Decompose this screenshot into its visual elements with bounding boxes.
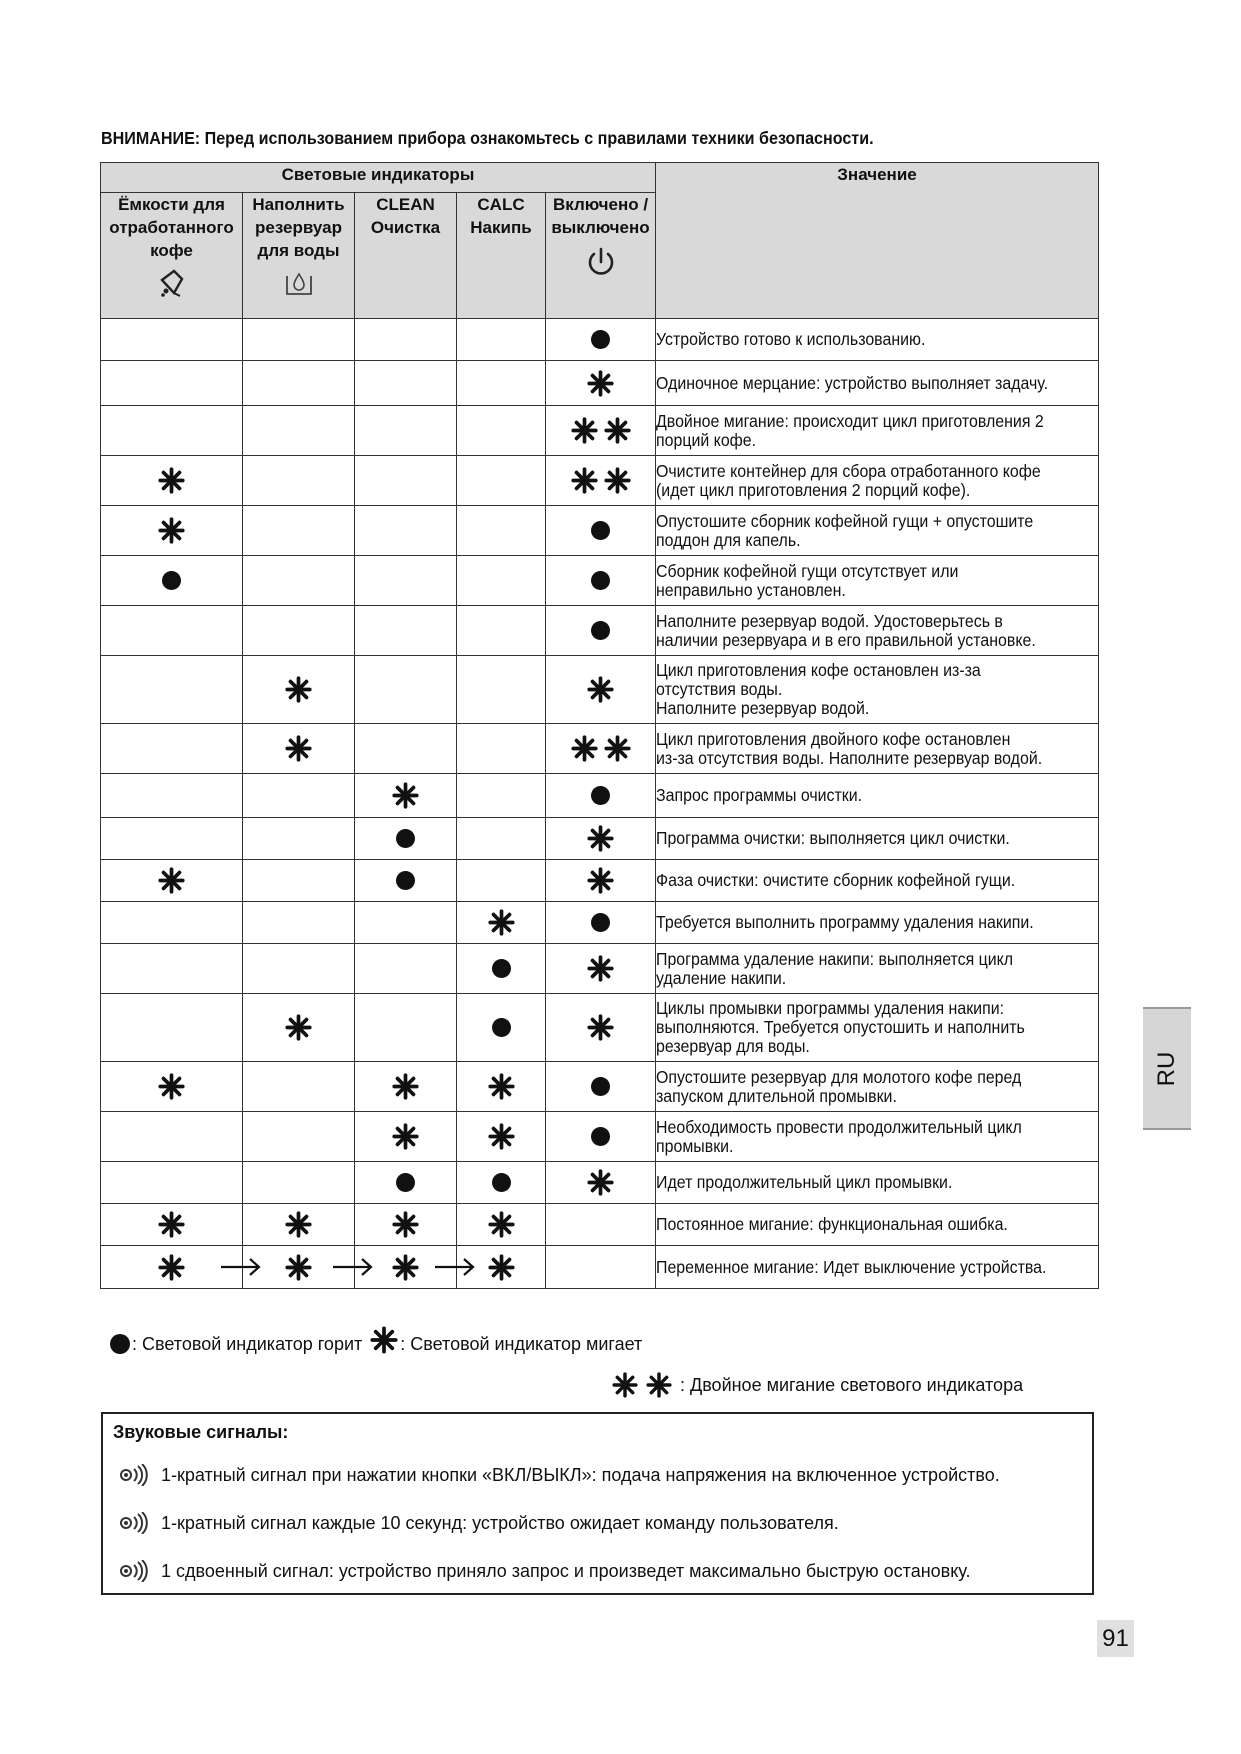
led-blink-icon: [488, 909, 515, 936]
indicator-cell: [243, 406, 355, 456]
indicator-cell: [243, 994, 355, 1062]
indicator-meaning: Переменное мигание: Идет выключение устройства.: [656, 1246, 1099, 1289]
indicator-cell: [101, 1246, 243, 1289]
indicator-row: [101, 1162, 1099, 1204]
indicator-cell: [243, 656, 355, 724]
indicator-cell: [457, 724, 546, 774]
indicator-cell: [243, 361, 355, 406]
led-blink-icon: [587, 867, 614, 894]
indicator-cell: [243, 944, 355, 994]
indicator-row: [101, 456, 1099, 506]
indicator-cell: [546, 902, 656, 944]
indicator-cell: [355, 406, 457, 456]
led-blink-icon: [587, 825, 614, 852]
indicator-cell: [457, 1112, 546, 1162]
led-blink-icon: [488, 1123, 515, 1150]
speaker-icon: [119, 1512, 149, 1534]
legend-line: [110, 1330, 642, 1358]
led-blink-icon: [488, 1254, 515, 1281]
led-double-blink-icon: [612, 1372, 672, 1398]
indicator-cell: [457, 656, 546, 724]
led-on-icon: [591, 913, 610, 932]
led-blink-icon: [158, 1073, 185, 1100]
indicator-cell: [457, 606, 546, 656]
indicator-meaning: Наполните резервуар водой. Удостоверьтесь в наличии резервуара и в его правильной установке.: [656, 606, 1099, 656]
indicator-group-header: Световые индикаторы: [101, 163, 656, 193]
led-blink-icon: [571, 467, 598, 494]
indicator-cell: [101, 774, 243, 818]
indicator-row: [101, 1112, 1099, 1162]
indicator-row: [101, 1062, 1099, 1112]
sound-signals-box: [101, 1412, 1094, 1595]
indicator-cell: [355, 774, 457, 818]
indicator-cell: [101, 556, 243, 606]
led-on-icon: [591, 786, 610, 805]
indicator-cell: [101, 406, 243, 456]
led-blink-icon: [158, 1254, 185, 1281]
indicator-cell: [243, 606, 355, 656]
indicator-cell: [243, 456, 355, 506]
indicator-meaning: Необходимость провести продолжительный цикл промывки.: [656, 1112, 1099, 1162]
indicator-cell: [457, 456, 546, 506]
indicator-cell: [546, 994, 656, 1062]
led-on-icon: [162, 571, 181, 590]
indicator-cell: [355, 361, 457, 406]
led-blink-icon: [285, 1014, 312, 1041]
indicator-cell: [243, 774, 355, 818]
led-blink-icon: [392, 1211, 419, 1238]
led-on-icon: [396, 829, 415, 848]
indicator-cell: [101, 656, 243, 724]
indicator-cell: [546, 606, 656, 656]
indicator-cell: [457, 774, 546, 818]
indicator-row: [101, 860, 1099, 902]
indicator-cell: [355, 818, 457, 860]
meaning-header: Значение: [656, 163, 1099, 319]
indicator-cell: [355, 994, 457, 1062]
led-on-icon: [396, 1173, 415, 1192]
indicator-table: [100, 162, 1099, 1289]
indicator-cell: [457, 902, 546, 944]
sound-signal-item: 1 сдвоенный сигнал: устройство приняло запрос и произведет максимально быструю остановку.: [119, 1560, 971, 1582]
led-on-icon: [591, 521, 610, 540]
led-blink-icon: [158, 467, 185, 494]
led-blink-icon: [370, 1326, 398, 1354]
indicator-cell: [101, 902, 243, 944]
indicator-cell: [101, 506, 243, 556]
indicator-cell: [457, 1162, 546, 1204]
indicator-cell: [101, 319, 243, 361]
indicator-row: [101, 556, 1099, 606]
legend-blink-symbol: [370, 1330, 398, 1358]
led-blink-icon: [285, 735, 312, 762]
led-blink-icon: [488, 1073, 515, 1100]
legend-blink-text: : Световой индикатор мигает: [400, 1333, 643, 1354]
indicator-row: [101, 1246, 1099, 1289]
indicator-meaning: Программа удаление накипи: выполняется цикл удаление накипи.: [656, 944, 1099, 994]
indicator-cell: [355, 656, 457, 724]
language-tab-label: RU: [1153, 1051, 1180, 1086]
indicator-meaning: Запрос программы очистки.: [656, 774, 1099, 818]
indicator-cell: [546, 1162, 656, 1204]
indicator-cell: [243, 818, 355, 860]
led-on-icon: [591, 1127, 610, 1146]
indicator-cell: [546, 724, 656, 774]
indicator-row: [101, 944, 1099, 994]
led-blink-icon: [587, 370, 614, 397]
indicator-cell: [101, 994, 243, 1062]
indicator-row: [101, 902, 1099, 944]
indicator-cell: [243, 902, 355, 944]
coffee-grounds-icon: [157, 268, 187, 298]
led-blink-icon: [285, 1211, 312, 1238]
indicator-cell: [101, 1062, 243, 1112]
led-on-icon: [110, 1334, 130, 1354]
indicator-cell: [546, 456, 656, 506]
indicator-meaning: Постоянное мигание: функциональная ошибка.: [656, 1204, 1099, 1246]
led-on-icon: [492, 1018, 511, 1037]
indicator-cell: [457, 818, 546, 860]
indicator-cell: [355, 944, 457, 994]
indicator-meaning: Устройство готово к использованию.: [656, 319, 1099, 361]
indicator-cell: [355, 319, 457, 361]
indicator-cell: [355, 1112, 457, 1162]
indicator-cell: [546, 556, 656, 606]
indicator-cell: [457, 994, 546, 1062]
indicator-row: [101, 818, 1099, 860]
column-header-calc: CALC Накипь: [457, 193, 546, 319]
indicator-cell: [243, 1112, 355, 1162]
led-on-icon: [396, 871, 415, 890]
indicator-cell: [457, 860, 546, 902]
legend-double-line: [612, 1372, 1023, 1398]
led-blink-icon: [392, 782, 419, 809]
led-on-icon: [492, 1173, 511, 1192]
legend-on-text: : Световой индикатор горит: [132, 1333, 363, 1354]
led-blink-icon: [488, 1211, 515, 1238]
indicator-row: [101, 774, 1099, 818]
led-blink-icon: [158, 517, 185, 544]
indicator-meaning: Цикл приготовления кофе остановлен из-за отсутствия воды. Наполните резервуар водой.: [656, 656, 1099, 724]
indicator-cell: [355, 456, 457, 506]
indicator-meaning: Сборник кофейной гущи отсутствует или неправильно установлен.: [656, 556, 1099, 606]
sound-signal-item: 1-кратный сигнал при нажатии кнопки «ВКЛ/ВЫКЛ»: подача напряжения на включенное устройство.: [119, 1464, 1000, 1486]
indicator-cell: [457, 361, 546, 406]
column-header-clean: CLEAN Очистка: [355, 193, 457, 319]
indicator-row: [101, 1204, 1099, 1246]
indicator-cell: [355, 860, 457, 902]
indicator-cell: [243, 556, 355, 606]
indicator-cell: [243, 860, 355, 902]
arrow-right-icon: [219, 1256, 263, 1278]
indicator-cell: [546, 818, 656, 860]
indicator-cell: [546, 860, 656, 902]
led-blink-icon: [587, 676, 614, 703]
indicator-cell: [101, 456, 243, 506]
indicator-meaning: Опустошите резервуар для молотого кофе перед запуском длительной промывки.: [656, 1062, 1099, 1112]
indicator-meaning: Фаза очистки: очистите сборник кофейной гущи.: [656, 860, 1099, 902]
indicator-cell: [101, 860, 243, 902]
indicator-cell: [243, 1162, 355, 1204]
indicator-cell: [243, 724, 355, 774]
indicator-cell: [546, 944, 656, 994]
led-blink-icon: [571, 417, 598, 444]
language-tab: [1143, 1007, 1191, 1130]
arrow-right-icon: [331, 1256, 375, 1278]
indicator-meaning: Опустошите сборник кофейной гущи + опустошите поддон для капель.: [656, 506, 1099, 556]
indicator-cell: [101, 606, 243, 656]
indicator-cell: [355, 1062, 457, 1112]
indicator-meaning: Очистите контейнер для сбора отработанного кофе (идет цикл приготовления 2 порций кофе).: [656, 456, 1099, 506]
led-on-icon: [591, 1077, 610, 1096]
indicator-cell: [546, 1204, 656, 1246]
led-blink-icon: [158, 867, 185, 894]
column-header-water-tank: Наполнить резервуар для воды: [243, 193, 355, 319]
indicator-row: [101, 724, 1099, 774]
indicator-row: [101, 361, 1099, 406]
indicator-cell: [243, 1204, 355, 1246]
led-blink-icon: [587, 1169, 614, 1196]
indicator-row: [101, 406, 1099, 456]
indicator-meaning: Циклы промывки программы удаления накипи: выполняются. Требуется опустошить и наполнить резервуар для воды.: [656, 994, 1099, 1062]
indicator-cell: [457, 1062, 546, 1112]
indicator-cell: [355, 724, 457, 774]
indicator-cell: [457, 1204, 546, 1246]
safety-warning: ВНИМАНИЕ: Перед использованием прибора ознакомьтесь с правилами техники безопасности.: [101, 128, 874, 148]
speaker-icon: [119, 1560, 149, 1582]
indicator-cell: [355, 1162, 457, 1204]
led-blink-icon: [571, 735, 598, 762]
indicator-cell: [457, 319, 546, 361]
water-tank-icon: [283, 268, 315, 298]
led-blink-icon: [604, 735, 631, 762]
led-on-icon: [492, 959, 511, 978]
led-blink-icon: [604, 467, 631, 494]
column-header-coffee-grounds: Ёмкости для отработанного кофе: [101, 193, 243, 319]
indicator-cell: [243, 319, 355, 361]
indicator-cell: [101, 1162, 243, 1204]
indicator-cell: [546, 656, 656, 724]
led-blink-icon: [392, 1073, 419, 1100]
led-blink-icon: [392, 1123, 419, 1150]
speaker-icon: [119, 1464, 149, 1486]
indicator-meaning: Программа очистки: выполняется цикл очистки.: [656, 818, 1099, 860]
indicator-cell: [101, 818, 243, 860]
indicator-cell: [457, 406, 546, 456]
arrow-right-icon: [433, 1256, 477, 1278]
indicator-cell: [546, 774, 656, 818]
indicator-cell: [355, 1204, 457, 1246]
led-blink-icon: [604, 417, 631, 444]
indicator-cell: [243, 1062, 355, 1112]
indicator-cell: [457, 506, 546, 556]
indicator-meaning: Одиночное мерцание: устройство выполняет задачу.: [656, 361, 1099, 406]
indicator-cell: [243, 506, 355, 556]
indicator-cell: [355, 556, 457, 606]
led-blink-icon: [392, 1254, 419, 1281]
legend-double-text: : Двойное мигание светового индикатора: [680, 1374, 1024, 1395]
led-blink-icon: [158, 1211, 185, 1238]
indicator-row: [101, 606, 1099, 656]
indicator-meaning: Двойное мигание: происходит цикл приготовления 2 порций кофе.: [656, 406, 1099, 456]
indicator-cell: [101, 1112, 243, 1162]
page-number: 91: [1097, 1620, 1134, 1657]
sound-signal-item: 1-кратный сигнал каждые 10 секунд: устройство ожидает команду пользователя.: [119, 1512, 839, 1534]
indicator-cell: [546, 1112, 656, 1162]
indicator-cell: [546, 361, 656, 406]
sound-signals-title: Звуковые сигналы:: [113, 1422, 289, 1442]
led-on-icon: [591, 571, 610, 590]
power-icon: [584, 245, 618, 279]
indicator-cell: [101, 724, 243, 774]
led-blink-icon: [285, 1254, 312, 1281]
indicator-row: [101, 994, 1099, 1062]
led-blink-icon: [285, 676, 312, 703]
led-blink-icon: [587, 1014, 614, 1041]
led-blink-icon: [587, 955, 614, 982]
indicator-cell: [101, 944, 243, 994]
indicator-cell: [355, 902, 457, 944]
indicator-cell: [546, 406, 656, 456]
indicator-meaning: Идет продолжительный цикл промывки.: [656, 1162, 1099, 1204]
indicator-meaning: Цикл приготовления двойного кофе остановлен из-за отсутствия воды. Наполните резервуар водой.: [656, 724, 1099, 774]
indicator-cell: [101, 361, 243, 406]
led-on-icon: [591, 330, 610, 349]
indicator-cell: [546, 506, 656, 556]
indicator-row: [101, 319, 1099, 361]
indicator-cell: [355, 506, 457, 556]
column-header-power: Включено / выключено: [546, 193, 656, 319]
indicator-cell: [101, 1204, 243, 1246]
indicator-cell: [546, 319, 656, 361]
indicator-cell: [457, 944, 546, 994]
indicator-row: [101, 656, 1099, 724]
indicator-meaning: Требуется выполнить программу удаления накипи.: [656, 902, 1099, 944]
indicator-row: [101, 506, 1099, 556]
indicator-cell: [546, 1246, 656, 1289]
indicator-cell: [546, 1062, 656, 1112]
indicator-cell: [355, 606, 457, 656]
indicator-table-body: [101, 319, 1099, 1289]
indicator-cell: [457, 556, 546, 606]
led-on-icon: [591, 621, 610, 640]
